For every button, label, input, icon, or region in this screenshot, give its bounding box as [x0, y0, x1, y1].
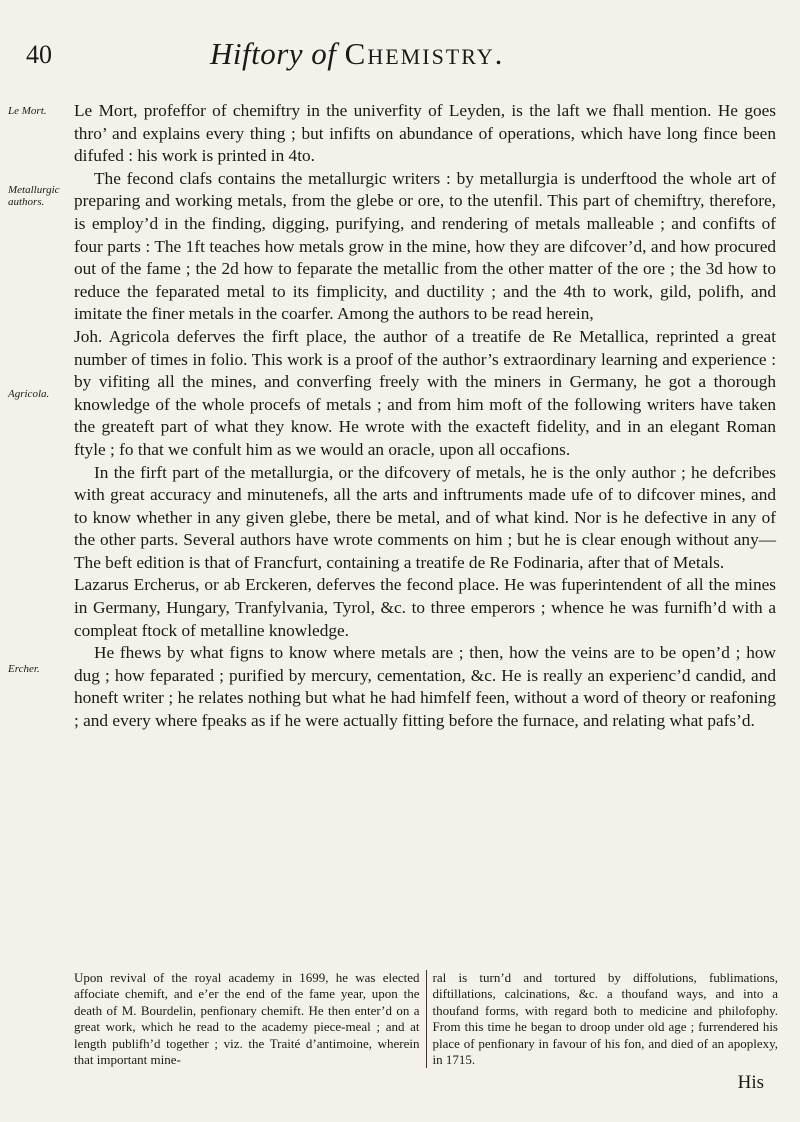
paragraph-ercher: Lazarus Ercherus, or ab Erckeren, deferves the fecond place. He was fuperintendent of all the mines in Germany, Hungary, Tranfylvania, Tyrol, &c. to three emperors ; whence he was furnifh’d with a compleat ftock of metalline knowledge.: [74, 575, 776, 640]
margin-note-agricola: Agricola.: [8, 388, 50, 400]
running-title-caps: Chemistry.: [344, 36, 505, 71]
footnote-left: Upon revival of the royal academy in 1699, he was elected affociate chemift, and e’er the end of the fame year, upon the death of M. Bourdelin, penfionary chemift. He then enter’d on a great work, which he read to the academy piece-meal ; and at length publifh’d together ; viz. the Traité d’antimoine, wherein that important mine-: [74, 970, 427, 1068]
paragraph-ercher-signs: He fhews by what figns to know where metals are ; then, how the veins are to be open’d ; how dug ; how feparated ; purified by mercury, cementation, &c. He is really an experienc’d candid, and honeft writer ; he relates nothing but what he had himfelf feen, without a word of theory or reafoning ; and every where fpeaks as if he were actually fitting before the furnace, and relating what pafs’d.: [74, 643, 776, 731]
page-header: [0, 20, 800, 70]
paragraph-agricola: Joh. Agricola deferves the firft place, the author of a treatife de Re Metallica, reprinted a great number of times in folio. This work is a proof of the author’s extraordinary learning and experience : by vifiting all the mines, and converfing freely with the miners in Germany, he got a thorough knowledge of the whole procefs of metals ; and from him moft of the following writers have taken the greateft part of what they know. He wrote with the exacteft fidelity, and in an elegant Roman ftyle ; fo that we confult him as we would an oracle, upon all occafions.: [74, 326, 776, 459]
footnotes: [74, 970, 778, 1068]
running-title-italic: Hiftory of: [210, 36, 337, 71]
main-text: [74, 100, 776, 733]
margin-note-metallurgic: Metallurgic authors.: [8, 184, 60, 208]
paragraph-metallurgic: The fecond clafs contains the metallurgic writers : by metallurgia is underftood the whole art of preparing and working metals, from the glebe or ore, to the utenfil. This part of chemiftry, therefore, is employ’d in the finding, digging, purifying, and rendering of metals malleable ; and confifts of four parts : The 1ft teaches how metals grow in the mine, how they are difcover’d, and how procured out of the fame ; the 2d how to feparate the metallic from the other matter of the ore ; the 3d how to reduce the feparated metal to its fimplicity, and ductility ; and the 4th to work, gild, polifh, and imitate the finer metals in the coarfer. Among the authors to be read herein,: [74, 168, 776, 324]
running-title: [210, 36, 504, 72]
margin-note-le-mort: Le Mort.: [8, 105, 47, 117]
footnote-right: ral is turn’d and tortured by diffolutions, fublimations, diftillations, calcinations, &c. a thoufand ways, and into a thoufand forms, with regard both to medicine and philofophy. From this time he began to droop under old age ; furrendered his place of penfionary in favour of his fon, and died of an apoplexy, in 1715.: [432, 970, 778, 1068]
paragraph-le-mort: Le Mort, profeffor of chemiftry in the univerfity of Leyden, is the laft we fhall mention. He goes thro’ and explains every thing ; but infifts on abundance of operations, which have long fince been difufed : his work is printed in 4to.: [74, 101, 776, 166]
paragraph-agricola-parts: In the firft part of the metallurgia, or the difcovery of metals, he is the only author ; he defcribes with great accuracy and minutenefs, all the arts and inftruments made ufe of to difcover mines, and to know whether in any given glebe, there be metal, and of what kind. Nor is he defective in any of the other parts. Several authors have wrote comments on him ; but he is clear enough without any—The beft edition is that of Francfurt, containing a treatife de Re Fodinaria, after that of Metals.: [74, 462, 776, 572]
catchword: His: [737, 1072, 764, 1093]
page-number: 40: [26, 40, 52, 69]
margin-note-ercher: Ercher.: [8, 663, 40, 675]
